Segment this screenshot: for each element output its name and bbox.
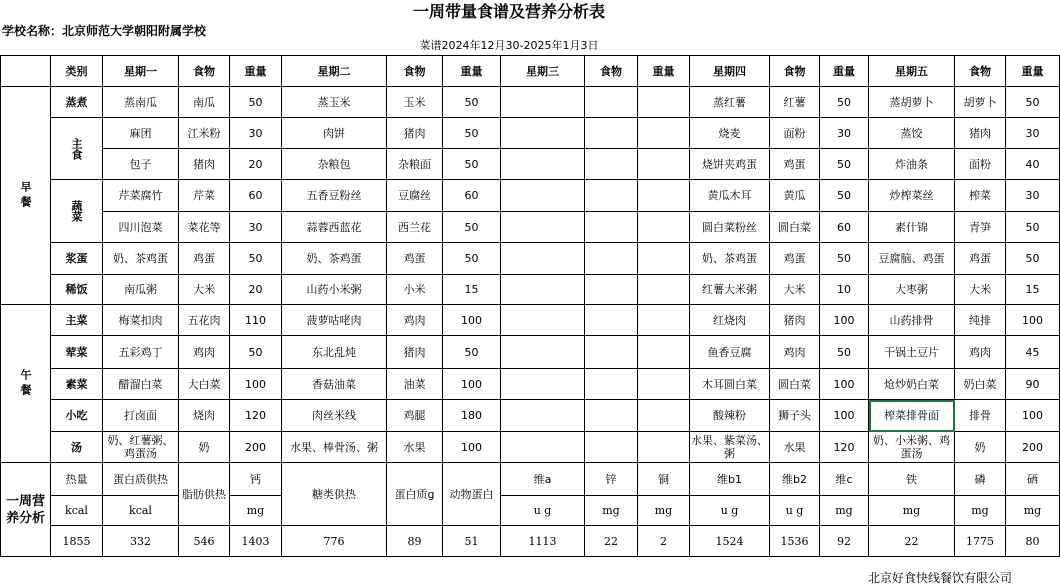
menu-cell[interactable]: 黄瓜木耳 bbox=[690, 180, 770, 212]
menu-cell[interactable]: 50 bbox=[443, 87, 501, 118]
menu-cell[interactable]: 干锅土豆片 bbox=[869, 336, 955, 369]
lunch-row bbox=[1, 336, 1060, 369]
header-cell[interactable]: 食物 bbox=[387, 56, 443, 87]
breakfast-row bbox=[1, 180, 1060, 212]
menu-cell[interactable]: 猪肉 bbox=[387, 336, 443, 369]
corner-cell[interactable] bbox=[1, 56, 51, 87]
menu-cell[interactable] bbox=[501, 243, 585, 275]
menu-cell[interactable] bbox=[501, 336, 585, 369]
menu-cell[interactable] bbox=[638, 336, 690, 369]
menu-cell[interactable]: 60 bbox=[443, 180, 501, 212]
nutrient-value[interactable]: 1536 bbox=[770, 526, 820, 557]
menu-cell[interactable]: 50 bbox=[230, 87, 282, 118]
menu-cell[interactable]: 油菜 bbox=[387, 369, 443, 400]
menu-cell[interactable]: 60 bbox=[820, 212, 869, 243]
menu-cell[interactable]: 鸡肉 bbox=[179, 336, 230, 369]
menu-cell[interactable]: 蒸胡萝卜 bbox=[869, 87, 955, 118]
menu-cell[interactable]: 30 bbox=[1006, 118, 1060, 149]
menu-cell[interactable]: 200 bbox=[230, 432, 282, 463]
header-cell[interactable]: 类别 bbox=[51, 56, 103, 87]
menu-cell[interactable]: 香菇油菜 bbox=[282, 369, 387, 400]
menu-cell[interactable]: 100 bbox=[443, 432, 501, 463]
menu-cell[interactable] bbox=[585, 212, 638, 243]
menu-cell[interactable]: 东北乱炖 bbox=[282, 336, 387, 369]
menu-cell[interactable]: 胡萝卜 bbox=[955, 87, 1006, 118]
menu-cell[interactable]: 大米 bbox=[179, 275, 230, 305]
nutrient-name[interactable]: 蛋白质供热 bbox=[103, 463, 179, 496]
menu-cell[interactable]: 菠萝咕咾肉 bbox=[282, 305, 387, 336]
menu-cell[interactable]: 奶、茶鸡蛋 bbox=[103, 243, 179, 275]
menu-cell[interactable]: 奶 bbox=[955, 432, 1006, 463]
menu-cell[interactable]: 鸡肉 bbox=[770, 336, 820, 369]
menu-cell[interactable]: 100 bbox=[443, 305, 501, 336]
nutrient-value[interactable]: 1855 bbox=[51, 526, 103, 557]
menu-cell[interactable]: 鱼香豆腐 bbox=[690, 336, 770, 369]
menu-cell[interactable]: 10 bbox=[820, 275, 869, 305]
menu-cell[interactable]: 120 bbox=[820, 432, 869, 463]
menu-cell[interactable]: 麻团 bbox=[103, 118, 179, 149]
category-cell[interactable]: 蒸煮 bbox=[51, 87, 103, 118]
menu-cell[interactable]: 芹菜腐竹 bbox=[103, 180, 179, 212]
nutrient-name[interactable]: 动物蛋白 bbox=[443, 463, 501, 526]
menu-cell[interactable]: 纯排 bbox=[955, 305, 1006, 336]
menu-cell[interactable]: 鸡蛋 bbox=[387, 243, 443, 275]
menu-cell[interactable]: 120 bbox=[230, 400, 282, 432]
menu-cell[interactable] bbox=[501, 118, 585, 149]
menu-cell[interactable]: 水果 bbox=[770, 432, 820, 463]
menu-cell[interactable] bbox=[638, 275, 690, 305]
menu-cell[interactable]: 奶、茶鸡蛋 bbox=[282, 243, 387, 275]
header-cell[interactable]: 重量 bbox=[1006, 56, 1060, 87]
footer-company: 北京好食快线餐饮有限公司 bbox=[867, 571, 1012, 585]
nutrient-value[interactable]: 1113 bbox=[501, 526, 585, 557]
menu-cell[interactable] bbox=[638, 87, 690, 118]
nutrition-unit-row bbox=[1, 496, 1060, 526]
menu-cell[interactable]: 狮子头 bbox=[770, 400, 820, 432]
category-cell[interactable]: 素菜 bbox=[51, 369, 103, 400]
menu-cell[interactable] bbox=[638, 149, 690, 180]
menu-cell[interactable] bbox=[501, 212, 585, 243]
menu-cell[interactable]: 山药排骨 bbox=[869, 305, 955, 336]
menu-cell[interactable]: 杂粮包 bbox=[282, 149, 387, 180]
menu-cell[interactable]: 豆腐脑、鸡蛋 bbox=[869, 243, 955, 275]
nutrient-name[interactable]: 维b2 bbox=[770, 463, 820, 496]
menu-cell[interactable] bbox=[585, 149, 638, 180]
menu-cell[interactable] bbox=[501, 87, 585, 118]
nutrient-name[interactable]: 热量 bbox=[51, 463, 103, 496]
menu-cell[interactable]: 五花肉 bbox=[179, 305, 230, 336]
nutrition-label[interactable]: 一周营养分析 bbox=[1, 463, 51, 557]
nutrient-value[interactable]: 22 bbox=[585, 526, 638, 557]
menu-cell[interactable]: 100 bbox=[443, 369, 501, 400]
menu-cell[interactable]: 杂粮面 bbox=[387, 149, 443, 180]
menu-table bbox=[0, 55, 1060, 557]
menu-cell[interactable]: 鸡蛋 bbox=[770, 149, 820, 180]
nutrient-name[interactable]: 铁 bbox=[869, 463, 955, 496]
nutrition-label-row bbox=[1, 463, 1060, 496]
menu-cell[interactable]: 圆白菜粉丝 bbox=[690, 212, 770, 243]
menu-cell[interactable]: 100 bbox=[1006, 400, 1060, 432]
menu-cell[interactable] bbox=[585, 243, 638, 275]
menu-cell[interactable]: 100 bbox=[1006, 305, 1060, 336]
nutrient-unit[interactable]: kcal bbox=[51, 496, 103, 526]
menu-cell[interactable]: 15 bbox=[443, 275, 501, 305]
menu-cell[interactable]: 50 bbox=[230, 243, 282, 275]
menu-cell[interactable]: 奶、红薯粥、鸡蛋汤 bbox=[103, 432, 179, 463]
nutrient-value[interactable]: 92 bbox=[820, 526, 869, 557]
nutrient-name[interactable]: 铜 bbox=[638, 463, 690, 496]
menu-cell[interactable]: 50 bbox=[443, 118, 501, 149]
menu-cell[interactable]: 素什锦 bbox=[869, 212, 955, 243]
menu-cell[interactable] bbox=[585, 87, 638, 118]
menu-cell[interactable]: 30 bbox=[820, 118, 869, 149]
nutrient-name[interactable]: 钙 bbox=[230, 463, 282, 496]
nutrient-name[interactable]: 维b1 bbox=[690, 463, 770, 496]
menu-cell[interactable]: 50 bbox=[820, 336, 869, 369]
menu-cell[interactable]: 90 bbox=[1006, 369, 1060, 400]
nutrient-name[interactable]: 维a bbox=[501, 463, 585, 496]
nutrient-unit[interactable]: mg bbox=[638, 496, 690, 526]
menu-cell[interactable]: 50 bbox=[443, 212, 501, 243]
menu-cell[interactable]: 鸡肉 bbox=[387, 305, 443, 336]
menu-cell[interactable]: 蒸南瓜 bbox=[103, 87, 179, 118]
menu-cell[interactable]: 炸油条 bbox=[869, 149, 955, 180]
menu-cell[interactable]: 100 bbox=[820, 369, 869, 400]
menu-cell[interactable] bbox=[585, 369, 638, 400]
menu-cell[interactable] bbox=[585, 400, 638, 432]
menu-cell[interactable]: 烧饼夹鸡蛋 bbox=[690, 149, 770, 180]
menu-cell[interactable]: 200 bbox=[1006, 432, 1060, 463]
nutrition-value-row bbox=[1, 526, 1060, 557]
breakfast-row bbox=[1, 149, 1060, 180]
menu-cell[interactable]: 肉丝米线 bbox=[282, 400, 387, 432]
menu-cell[interactable]: 50 bbox=[443, 149, 501, 180]
nutrient-unit[interactable]: mg bbox=[230, 496, 282, 526]
menu-cell[interactable] bbox=[585, 336, 638, 369]
menu-cell[interactable]: 蒜蓉西蓝花 bbox=[282, 212, 387, 243]
menu-cell[interactable] bbox=[501, 149, 585, 180]
menu-cell[interactable]: 酸辣粉 bbox=[690, 400, 770, 432]
menu-cell[interactable]: 猪肉 bbox=[770, 305, 820, 336]
menu-cell[interactable]: 蒸饺 bbox=[869, 118, 955, 149]
menu-cell[interactable]: 炒榨菜丝 bbox=[869, 180, 955, 212]
menu-cell[interactable]: 面粉 bbox=[770, 118, 820, 149]
menu-cell[interactable]: 60 bbox=[230, 180, 282, 212]
menu-cell[interactable]: 榨菜排骨面 bbox=[869, 400, 955, 432]
menu-cell[interactable]: 50 bbox=[443, 243, 501, 275]
menu-cell[interactable] bbox=[638, 305, 690, 336]
breakfast-row bbox=[1, 275, 1060, 305]
menu-cell[interactable]: 30 bbox=[230, 212, 282, 243]
menu-cell[interactable]: 40 bbox=[1006, 149, 1060, 180]
header-cell[interactable]: 重量 bbox=[443, 56, 501, 87]
breakfast-row bbox=[1, 212, 1060, 243]
header-cell[interactable]: 食物 bbox=[955, 56, 1006, 87]
menu-cell[interactable]: 100 bbox=[820, 400, 869, 432]
menu-cell[interactable] bbox=[501, 180, 585, 212]
menu-cell[interactable]: 南瓜粥 bbox=[103, 275, 179, 305]
menu-cell[interactable] bbox=[585, 275, 638, 305]
nutrient-value[interactable]: 546 bbox=[179, 526, 230, 557]
header-cell[interactable]: 食物 bbox=[585, 56, 638, 87]
menu-cell[interactable]: 水果 bbox=[387, 432, 443, 463]
school-name: 学校名称：北京师范大学朝阳附属学校 bbox=[2, 24, 207, 38]
menu-cell[interactable] bbox=[638, 400, 690, 432]
nutrient-value[interactable]: 776 bbox=[282, 526, 387, 557]
nutrient-value[interactable]: 80 bbox=[1006, 526, 1060, 557]
menu-cell[interactable]: 圆白菜 bbox=[770, 369, 820, 400]
nutrient-name[interactable]: 磷 bbox=[955, 463, 1006, 496]
menu-cell[interactable]: 50 bbox=[1006, 243, 1060, 275]
nutrient-unit[interactable]: u g bbox=[770, 496, 820, 526]
menu-cell[interactable] bbox=[585, 180, 638, 212]
menu-cell[interactable]: 芹菜 bbox=[179, 180, 230, 212]
menu-cell[interactable]: 四川泡菜 bbox=[103, 212, 179, 243]
menu-cell[interactable]: 180 bbox=[443, 400, 501, 432]
breakfast-row bbox=[1, 243, 1060, 275]
nutrient-unit[interactable]: u g bbox=[690, 496, 770, 526]
category-cell[interactable]: 浆蛋 bbox=[51, 243, 103, 275]
menu-cell[interactable]: 鸡肉 bbox=[955, 336, 1006, 369]
nutrient-name[interactable]: 维c bbox=[820, 463, 869, 496]
header-row bbox=[1, 56, 1060, 87]
menu-cell[interactable] bbox=[638, 118, 690, 149]
nutrient-name[interactable]: 锌 bbox=[585, 463, 638, 496]
nutrient-value[interactable]: 89 bbox=[387, 526, 443, 557]
menu-cell[interactable]: 醋溜白菜 bbox=[103, 369, 179, 400]
category-cell[interactable]: 主食 bbox=[51, 118, 103, 180]
breakfast-row bbox=[1, 87, 1060, 118]
category-cell[interactable]: 主菜 bbox=[51, 305, 103, 336]
header-cell[interactable]: 食物 bbox=[770, 56, 820, 87]
header-cell[interactable]: 星期一 bbox=[103, 56, 179, 87]
menu-cell[interactable]: 排骨 bbox=[955, 400, 1006, 432]
menu-cell[interactable]: 20 bbox=[230, 149, 282, 180]
menu-cell[interactable]: 面粉 bbox=[955, 149, 1006, 180]
category-cell[interactable]: 汤 bbox=[51, 432, 103, 463]
menu-cell[interactable]: 30 bbox=[230, 118, 282, 149]
nutrient-unit[interactable]: mg bbox=[869, 496, 955, 526]
menu-cell[interactable]: 木耳圆白菜 bbox=[690, 369, 770, 400]
menu-cell[interactable]: 小米 bbox=[387, 275, 443, 305]
nutrient-name[interactable]: 硒 bbox=[1006, 463, 1060, 496]
header-cell[interactable]: 重量 bbox=[638, 56, 690, 87]
menu-cell[interactable]: 红薯 bbox=[770, 87, 820, 118]
header-cell[interactable]: 星期五 bbox=[869, 56, 955, 87]
menu-cell[interactable]: 炝炒奶白菜 bbox=[869, 369, 955, 400]
menu-cell[interactable]: 30 bbox=[1006, 180, 1060, 212]
menu-cell[interactable]: 豆腐丝 bbox=[387, 180, 443, 212]
category-cell[interactable]: 蔬菜 bbox=[51, 180, 103, 243]
header-cell[interactable]: 星期三 bbox=[501, 56, 585, 87]
page-title: 一周带量食谱及营养分析表 bbox=[412, 2, 605, 21]
menu-cell[interactable] bbox=[638, 243, 690, 275]
menu-cell[interactable]: 鸡蛋 bbox=[770, 243, 820, 275]
menu-cell[interactable] bbox=[638, 212, 690, 243]
nutrient-value[interactable]: 1403 bbox=[230, 526, 282, 557]
menu-cell[interactable]: 包子 bbox=[103, 149, 179, 180]
menu-cell[interactable]: 奶 bbox=[179, 432, 230, 463]
nutrient-name[interactable]: 糖类供热 bbox=[282, 463, 387, 526]
nutrient-value[interactable]: 51 bbox=[443, 526, 501, 557]
nutrient-name[interactable]: 蛋白质g bbox=[387, 463, 443, 526]
nutrient-unit[interactable]: mg bbox=[585, 496, 638, 526]
menu-cell[interactable]: 肉饼 bbox=[282, 118, 387, 149]
menu-cell[interactable]: 打卤面 bbox=[103, 400, 179, 432]
category-cell[interactable]: 荤菜 bbox=[51, 336, 103, 369]
menu-cell[interactable] bbox=[638, 369, 690, 400]
lunch-label[interactable]: 午餐 bbox=[1, 305, 51, 463]
breakfast-row bbox=[1, 118, 1060, 149]
category-cell[interactable]: 小吃 bbox=[51, 400, 103, 432]
menu-cell[interactable] bbox=[501, 400, 585, 432]
menu-cell[interactable]: 烧麦 bbox=[690, 118, 770, 149]
menu-cell[interactable]: 鸡蛋 bbox=[179, 243, 230, 275]
menu-cell[interactable]: 大枣粥 bbox=[869, 275, 955, 305]
menu-cell[interactable]: 大米 bbox=[770, 275, 820, 305]
menu-cell[interactable]: 五香豆粉丝 bbox=[282, 180, 387, 212]
menu-cell[interactable]: 50 bbox=[820, 87, 869, 118]
menu-cell[interactable]: 鸡蛋 bbox=[955, 243, 1006, 275]
menu-cell[interactable] bbox=[585, 118, 638, 149]
menu-cell[interactable]: 烧肉 bbox=[179, 400, 230, 432]
menu-cell[interactable]: 圆白菜 bbox=[770, 212, 820, 243]
header-cell[interactable]: 星期二 bbox=[282, 56, 387, 87]
menu-cell[interactable]: 水果、紫菜汤、粥 bbox=[690, 432, 770, 463]
nutrient-value[interactable]: 332 bbox=[103, 526, 179, 557]
menu-cell[interactable]: 南瓜 bbox=[179, 87, 230, 118]
menu-cell[interactable]: 红薯大米粥 bbox=[690, 275, 770, 305]
menu-cell[interactable] bbox=[501, 305, 585, 336]
breakfast-label[interactable]: 早餐 bbox=[1, 87, 51, 305]
menu-cell[interactable]: 江米粉 bbox=[179, 118, 230, 149]
menu-cell[interactable]: 大米 bbox=[955, 275, 1006, 305]
menu-cell[interactable] bbox=[501, 369, 585, 400]
menu-cell[interactable]: 奶、小米粥、鸡蛋汤 bbox=[869, 432, 955, 463]
menu-cell[interactable]: 猪肉 bbox=[179, 149, 230, 180]
nutrient-value[interactable]: 1524 bbox=[690, 526, 770, 557]
menu-period: 菜谱2024年12月30-2025年1月3日 bbox=[419, 39, 599, 52]
menu-cell[interactable]: 大白菜 bbox=[179, 369, 230, 400]
nutrient-value[interactable]: 1775 bbox=[955, 526, 1006, 557]
menu-cell[interactable]: 100 bbox=[230, 369, 282, 400]
menu-cell[interactable] bbox=[501, 275, 585, 305]
menu-cell[interactable]: 蒸玉米 bbox=[282, 87, 387, 118]
nutrient-unit[interactable]: mg bbox=[820, 496, 869, 526]
menu-cell[interactable]: 50 bbox=[820, 180, 869, 212]
nutrient-unit[interactable]: kcal bbox=[103, 496, 179, 526]
menu-cell[interactable]: 榨菜 bbox=[955, 180, 1006, 212]
menu-cell[interactable]: 20 bbox=[230, 275, 282, 305]
lunch-row bbox=[1, 432, 1060, 463]
nutrient-unit[interactable]: mg bbox=[1006, 496, 1060, 526]
menu-cell[interactable] bbox=[501, 432, 585, 463]
menu-cell[interactable]: 黄瓜 bbox=[770, 180, 820, 212]
menu-cell[interactable]: 50 bbox=[443, 336, 501, 369]
nutrient-value[interactable]: 22 bbox=[869, 526, 955, 557]
menu-cell[interactable]: 蒸红薯 bbox=[690, 87, 770, 118]
lunch-row bbox=[1, 400, 1060, 432]
menu-cell[interactable]: 西兰花 bbox=[387, 212, 443, 243]
menu-cell[interactable]: 鸡腿 bbox=[387, 400, 443, 432]
menu-cell[interactable]: 奶白菜 bbox=[955, 369, 1006, 400]
menu-cell[interactable] bbox=[585, 432, 638, 463]
nutrient-value[interactable]: 2 bbox=[638, 526, 690, 557]
nutrient-unit[interactable]: u g bbox=[501, 496, 585, 526]
menu-cell[interactable]: 50 bbox=[1006, 87, 1060, 118]
header-cell[interactable]: 重量 bbox=[230, 56, 282, 87]
menu-cell[interactable]: 50 bbox=[820, 149, 869, 180]
header-cell[interactable]: 食物 bbox=[179, 56, 230, 87]
menu-cell[interactable] bbox=[585, 305, 638, 336]
menu-cell[interactable]: 菜花等 bbox=[179, 212, 230, 243]
menu-cell[interactable]: 山药小米粥 bbox=[282, 275, 387, 305]
menu-cell[interactable]: 红烧肉 bbox=[690, 305, 770, 336]
header-cell[interactable]: 星期四 bbox=[690, 56, 770, 87]
menu-cell[interactable]: 奶、茶鸡蛋 bbox=[690, 243, 770, 275]
menu-cell[interactable]: 15 bbox=[1006, 275, 1060, 305]
menu-cell[interactable]: 110 bbox=[230, 305, 282, 336]
menu-cell[interactable]: 猪肉 bbox=[387, 118, 443, 149]
menu-cell[interactable]: 50 bbox=[820, 243, 869, 275]
nutrient-name[interactable]: 脂肪供热 bbox=[179, 463, 230, 526]
menu-cell[interactable]: 五彩鸡丁 bbox=[103, 336, 179, 369]
menu-cell[interactable]: 45 bbox=[1006, 336, 1060, 369]
menu-cell[interactable]: 50 bbox=[230, 336, 282, 369]
category-cell[interactable]: 稀饭 bbox=[51, 275, 103, 305]
menu-cell[interactable] bbox=[638, 180, 690, 212]
menu-cell[interactable] bbox=[638, 432, 690, 463]
menu-cell[interactable]: 50 bbox=[1006, 212, 1060, 243]
nutrient-unit[interactable]: mg bbox=[955, 496, 1006, 526]
menu-cell[interactable]: 玉米 bbox=[387, 87, 443, 118]
menu-cell[interactable]: 水果、棒骨汤、粥 bbox=[282, 432, 387, 463]
menu-cell[interactable]: 青笋 bbox=[955, 212, 1006, 243]
menu-cell[interactable]: 100 bbox=[820, 305, 869, 336]
header-cell[interactable]: 重量 bbox=[820, 56, 869, 87]
lunch-row bbox=[1, 305, 1060, 336]
lunch-row bbox=[1, 369, 1060, 400]
menu-cell[interactable]: 梅菜扣肉 bbox=[103, 305, 179, 336]
menu-cell[interactable]: 猪肉 bbox=[955, 118, 1006, 149]
